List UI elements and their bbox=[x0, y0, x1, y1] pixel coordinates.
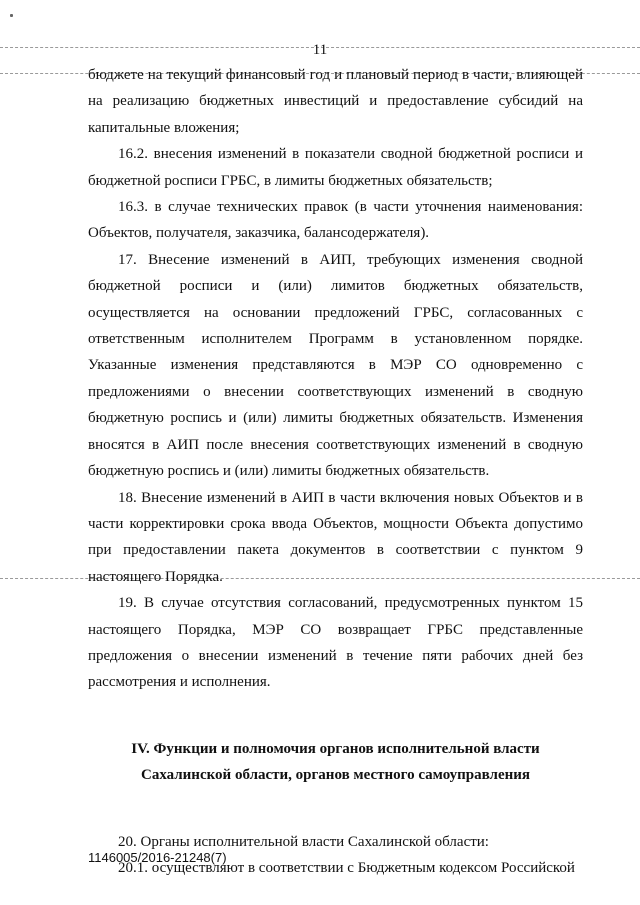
page-number: 11 bbox=[312, 42, 328, 58]
scan-speck bbox=[10, 14, 13, 17]
section-heading-line-1: IV. Функции и полномочия органов исполнительной власти bbox=[131, 740, 540, 757]
section-heading-line-2: Сахалинской области, органов местного самоуправления bbox=[140, 767, 530, 784]
document-code: 1146005/2016-21248(7) bbox=[88, 850, 227, 865]
paragraph-20-1: 20.1. осуществляют в соответствии с Бюджетным кодексом Российской bbox=[118, 859, 575, 876]
section-heading bbox=[88, 736, 583, 789]
paragraph-20: 20. Органы исполнительной власти Сахалинской области: bbox=[118, 833, 489, 850]
paragraph-19: 19. В случае отсутствия согласований, предусмотренных пунктом 15 настоящего Порядка, МЭР СО возвращает ГРБС представленные предложения о внесении изменений в течение пяти рабочих дней без рассмотрения и исполнения. bbox=[88, 595, 583, 691]
paragraph-16-3: 16.3. в случае технических правок (в части уточнения наименования: Объектов, получателя, заказчика, балансодержателя). bbox=[88, 199, 583, 242]
paragraph-continuation: бюджете на текущий финансовый год и плановый период в части, влияющей на реализацию бюджетных инвестиций и предоставление субсидий на капитальные вложения; bbox=[88, 67, 583, 136]
paragraph-16-2: 16.2. внесения изменений в показатели сводной бюджетной росписи и бюджетной росписи ГРБС, в лимиты бюджетных обязательств; bbox=[88, 146, 583, 189]
paragraph-17: 17. Внесение изменений в АИП, требующих изменения сводной бюджетной росписи и (или) лимитов бюджетных обязательств, осуществляется на основании предложений ГРБС, согласованных с ответственным исполнителем Программ в установленном порядке. Указанные изменения представляются в МЭР СО одновременно с предложениями о внесении соответствующих изменений в сводную бюджетную роспись и (или) лимиты бюджетных обязательств. Изменения вносятся в АИП после внесения соответствующих изменений в сводную бюджетную роспись и (или) лимиты бюджетных обязательств. bbox=[88, 251, 583, 480]
paragraph-18: 18. Внесение изменений в АИП в части включения новых Объектов и в части корректировки срока ввода Объектов, мощности Объекта допустимо при предоставлении пакета документов в соответствии с пунктом 9 настоящего Порядка. bbox=[88, 489, 583, 585]
document-body bbox=[88, 62, 583, 881]
